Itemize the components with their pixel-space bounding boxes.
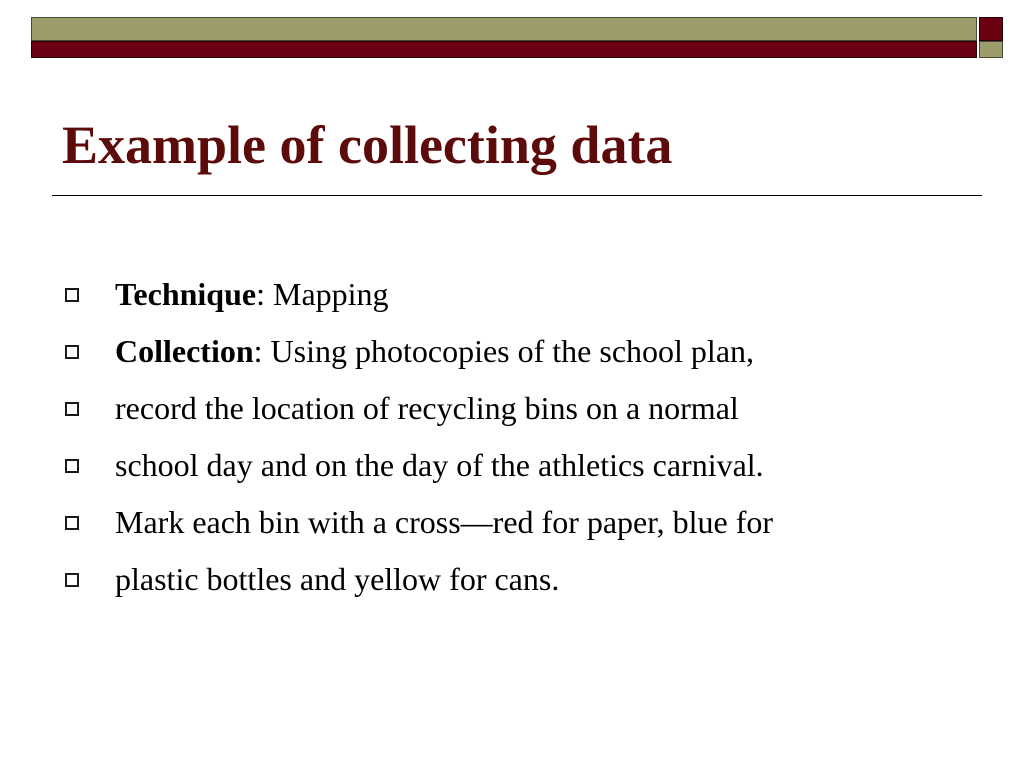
bullet-text <box>115 268 389 320</box>
hollow-square-bullet-icon <box>65 573 79 587</box>
hollow-square-bullet-icon <box>65 516 79 530</box>
bullet-text <box>115 439 764 491</box>
bullet-text <box>115 382 739 434</box>
bullet-body: school day and on the day of the athletics carnival. <box>115 447 764 483</box>
slide-title: Example of collecting data <box>62 115 673 175</box>
hollow-square-bullet-icon <box>65 459 79 473</box>
hollow-square-bullet-icon <box>65 345 79 359</box>
bullet-body: record the location of recycling bins on a normal <box>115 390 739 426</box>
header-maroon-square <box>979 17 1003 41</box>
header-olive-square <box>979 41 1003 58</box>
bullet-bold-term: Technique <box>115 276 257 312</box>
header-olive-bar <box>31 17 977 41</box>
bullet-body: Mark each bin with a cross—red for paper, blue for <box>115 504 774 540</box>
hollow-square-bullet-icon <box>65 402 79 416</box>
title-divider <box>52 195 982 196</box>
header-maroon-bar <box>31 41 977 58</box>
bullet-text <box>115 496 773 548</box>
bullet-body: : Mapping <box>256 276 389 312</box>
bullet-text <box>115 553 559 605</box>
bullet-text <box>115 325 754 377</box>
bullet-bold-term: Collection <box>115 333 254 369</box>
bullet-body: : Using photocopies of the school plan, <box>253 333 755 369</box>
hollow-square-bullet-icon <box>65 288 79 302</box>
bullet-body: plastic bottles and yellow for cans. <box>115 561 560 597</box>
